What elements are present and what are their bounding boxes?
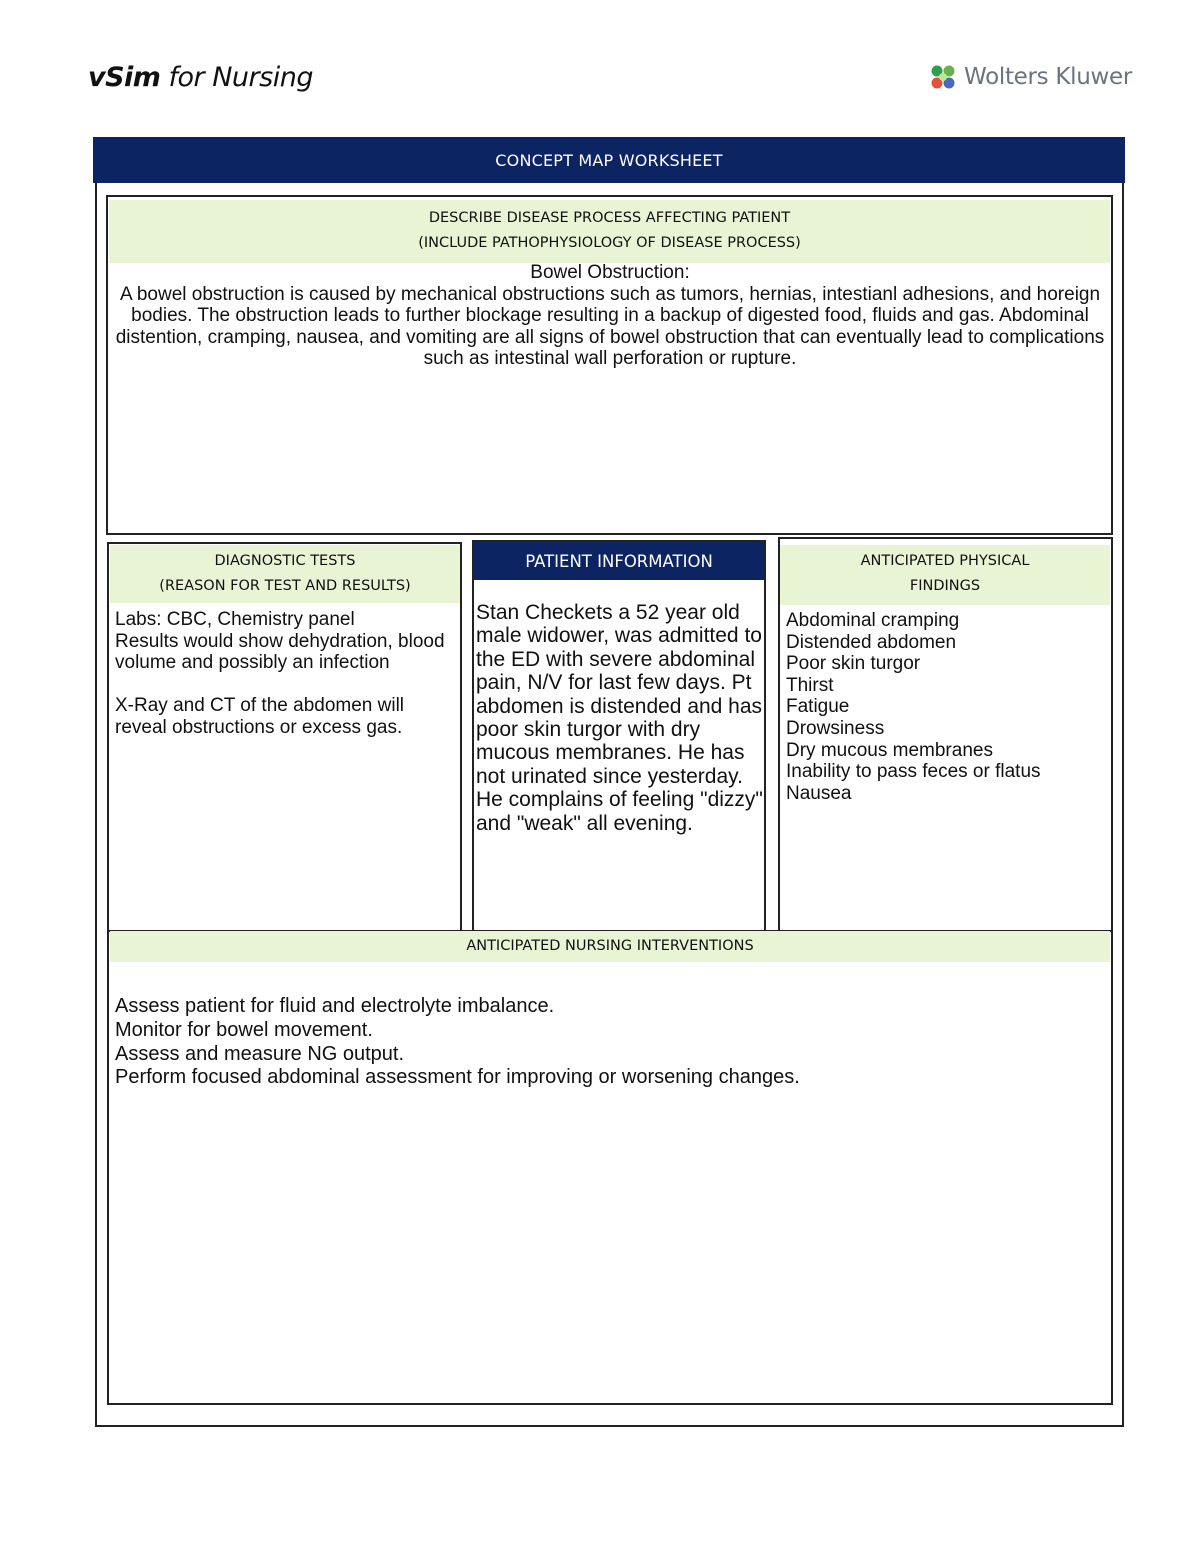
disease-header-line2: (INCLUDE PATHOPHYSIOLOGY OF DISEASE PROCESS) [418, 235, 801, 251]
disease-body: A bowel obstruction is caused by mechanical obstructions such as tumors, hernias, intestianl adhesions, and horeign bodies. The obstruction leads to further blockage resulting in a backup of digested food, fluids and gas. Abdominal distention, cramping, nausea, and vomiting are all signs of bowel obstruction that can eventually lead to complications such as intestinal wall perforation or rupture. [115, 283, 1105, 370]
finding-item: Poor skin turgor [786, 653, 921, 675]
worksheet-title: CONCEPT MAP WORKSHEET [93, 137, 1125, 183]
intervention-item: Assess and measure NG output. [115, 1042, 405, 1065]
nursing-interventions-header: ANTICIPATED NURSING INTERVENTIONS [110, 931, 1110, 962]
finding-item: Drowsiness [786, 717, 885, 739]
vsim-logo-bold: vSim [88, 62, 161, 93]
wolters-kluwer-logo [928, 60, 1132, 94]
diagnostic-tests-text: Labs: CBC, Chemistry panel Results would show dehydration, blood volume and possibly an infection X-Ray and CT of the abdomen will reveal obstructions or excess gas. [115, 609, 445, 738]
disease-subtitle: Bowel Obstruction: [530, 262, 690, 283]
intervention-item: Perform focused abdominal assessment for improving or worsening changes. [115, 1066, 800, 1089]
finding-item: Fatigue [786, 696, 850, 718]
finding-item: Nausea [786, 782, 852, 804]
finding-item: Abdominal cramping [786, 610, 960, 631]
diagnostic-header-line1: DIAGNOSTIC TESTS [214, 553, 356, 569]
wolters-kluwer-icon [928, 62, 958, 92]
intervention-item: Monitor for bowel movement. [115, 1018, 373, 1041]
disease-process-header [109, 200, 1110, 263]
nursing-interventions-list [115, 995, 1095, 1090]
intervention-item: Assess patient for fluid and electrolyte imbalance. [115, 995, 555, 1017]
patient-info-header: PATIENT INFORMATION [474, 542, 764, 580]
finding-item: Thirst [786, 674, 834, 696]
finding-item: Inability to pass feces or flatus [786, 761, 1041, 783]
physical-findings-header [780, 545, 1110, 605]
patient-info-text: Stan Checkets a 52 year old male widower, was admitted to the ED with severe abdominal pain, N/V for last few days. Pt abdomen is distended and has poor skin turgor with dry mucous membranes. He has not urinated since yesterday. He complains of feeling "dizzy" and "weak" all evening. [476, 601, 763, 835]
diagnostic-header-line2: (REASON FOR TEST AND RESULTS) [159, 578, 411, 594]
physical-findings-list [786, 610, 1106, 804]
disease-header-line1: DESCRIBE DISEASE PROCESS AFFECTING PATIENT [428, 210, 791, 226]
finding-item: Dry mucous membranes [786, 739, 993, 761]
diagnostic-tests-header [110, 545, 460, 603]
findings-header-line1: ANTICIPATED PHYSICAL [860, 553, 1030, 569]
disease-process-text [110, 262, 1110, 370]
vsim-logo-rest: for Nursing [160, 62, 313, 93]
vsim-logo [88, 62, 313, 93]
findings-header-line2: FINDINGS [909, 578, 981, 594]
wolters-kluwer-text: Wolters Kluwer [964, 64, 1133, 90]
finding-item: Distended abdomen [786, 631, 957, 653]
